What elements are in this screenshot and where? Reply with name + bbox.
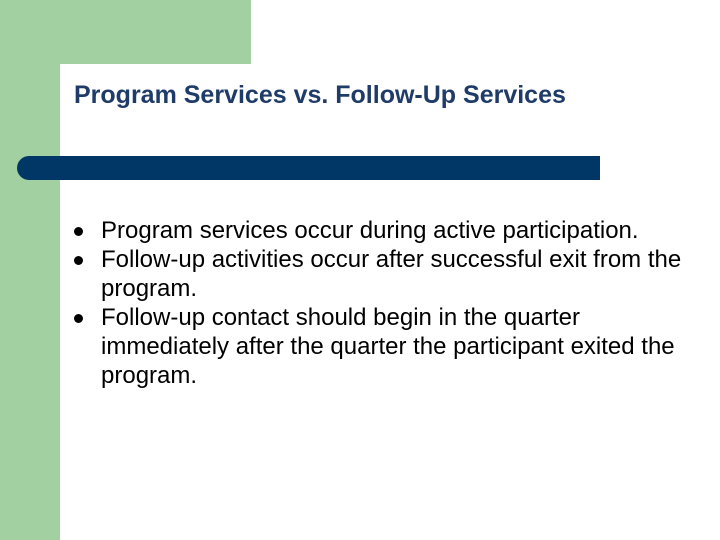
bullet-item-program-services — [74, 216, 684, 245]
bullet-dot-icon — [74, 256, 83, 265]
bullet-list — [74, 216, 684, 390]
title-divider-bar — [17, 156, 600, 180]
bullet-item-follow-up-activities — [74, 245, 684, 303]
bullet-dot-icon — [74, 227, 83, 236]
title-background — [60, 64, 720, 164]
accent-strip-left — [0, 0, 60, 540]
bullet-text: Follow-up contact should begin in the quarter immediately after the quarter the participant exited the program. — [101, 304, 675, 389]
bullet-text: Program services occur during active participation. — [101, 217, 639, 244]
bullet-text: Follow-up activities occur after successful exit from the program. — [101, 246, 682, 302]
bullet-item-follow-up-contact — [74, 303, 684, 390]
slide-title: Program Services vs. Follow-Up Services — [74, 81, 566, 109]
bullet-dot-icon — [74, 314, 83, 323]
